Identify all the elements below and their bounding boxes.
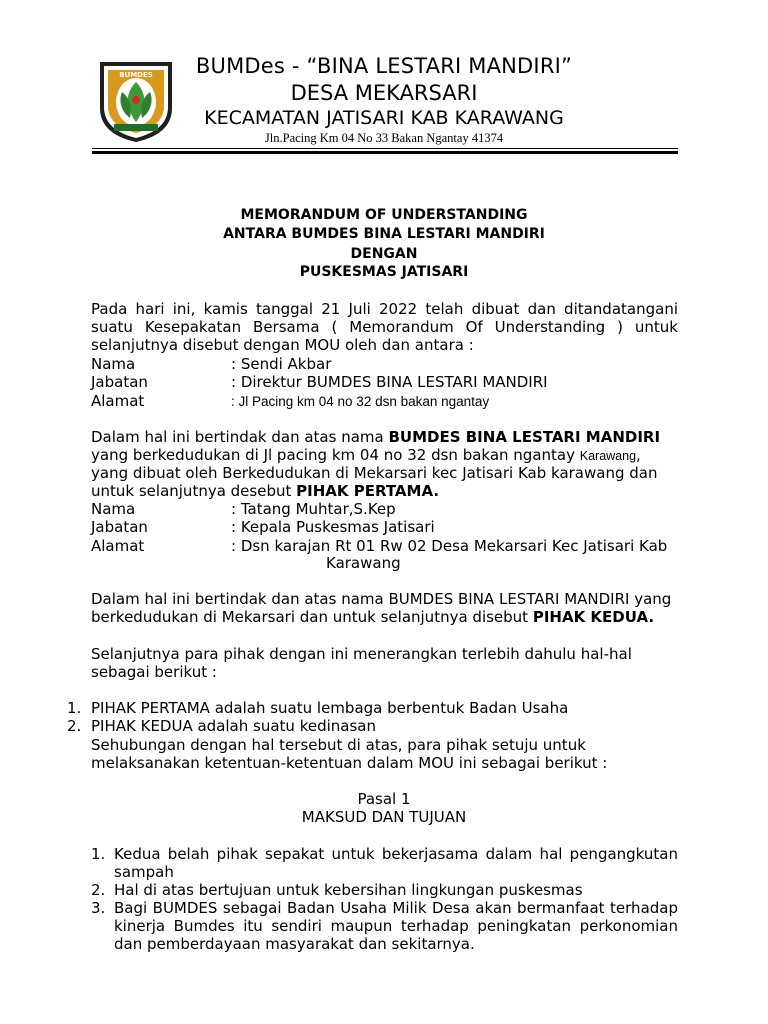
preamble-line1: Selanjutnya para pihak dengan ini menerangkan terlebih dahulu hal-hal bbox=[91, 645, 632, 663]
party2-jabatan-label: Jabatan bbox=[91, 518, 148, 536]
preamble-line2: sebagai berikut : bbox=[91, 663, 217, 681]
letterhead-rule-thin bbox=[92, 148, 678, 149]
party2-alamat-value-cont: Karawang bbox=[326, 554, 401, 572]
logo-text: BUMDES bbox=[119, 71, 153, 79]
pasal-item-text: Kedua belah pihak sepakat untuk bekerjasama dalam hal pengangkutan sampah bbox=[114, 845, 678, 881]
letterhead-address: Jln.Pacing Km 04 No 33 Bakan Ngantay 41374 bbox=[264, 131, 504, 145]
pasal-heading: MAKSUD DAN TUJUAN bbox=[301, 808, 467, 826]
pasal-item-text: Hal di atas bertujuan untuk kebersihan lingkungan puskesmas bbox=[114, 881, 583, 899]
pasal-number: Pasal 1 bbox=[357, 790, 411, 808]
party1-statement-line1: Dalam hal ini bertindak dan atas nama BUMDES BINA LESTARI MANDIRI bbox=[91, 428, 661, 446]
doc-title-line2: ANTARA BUMDES BINA LESTARI MANDIRI bbox=[223, 226, 545, 242]
letterhead-rule-thick bbox=[92, 151, 678, 154]
party1-nama-value: : Sendi Akbar bbox=[231, 355, 332, 373]
letterhead-village: DESA MEKARSARI bbox=[290, 81, 478, 105]
point-text: PIHAK PERTAMA adalah suatu lembaga berbentuk Badan Usaha bbox=[91, 699, 569, 717]
party2-alamat-label: Alamat bbox=[91, 537, 145, 555]
party2-alamat-value: : Dsn karajan Rt 01 Rw 02 Desa Mekarsari Kec Jatisari Kab bbox=[231, 537, 668, 555]
agreement-line2: melaksanakan ketentuan-ketentuan dalam MOU ini sebagai berikut : bbox=[91, 754, 608, 772]
pasal-item-number: 1. bbox=[91, 845, 106, 863]
pasal-item-text: Bagi BUMDES sebagai Badan Usaha Milik Desa akan bermanfaat terhadap kinerja Bumdes itu sendiri maupun terhadap peningkatan perkonomian dan pemberdayaan masyarakat dan sekitarnya. bbox=[114, 899, 678, 953]
point-text: PIHAK KEDUA adalah suatu kedinasan bbox=[91, 717, 376, 735]
doc-title-line4: PUSKESMAS JATISARI bbox=[299, 264, 469, 280]
pasal-item-number: 2. bbox=[91, 881, 106, 899]
agreement-line1: Sehubungan dengan hal tersebut di atas, para pihak setuju untuk bbox=[91, 736, 586, 754]
party1-nama-label: Nama bbox=[91, 355, 136, 373]
letterhead-district: KECAMATAN JATISARI KAB KARAWANG bbox=[204, 107, 564, 129]
pasal-item-number: 3. bbox=[91, 899, 106, 917]
doc-title-line3: DENGAN bbox=[350, 246, 418, 262]
party1-jabatan-value: : Direktur BUMDES BINA LESTARI MANDIRI bbox=[231, 373, 548, 391]
party1-alamat-label: Alamat bbox=[91, 392, 145, 410]
point-number: 2. bbox=[67, 717, 82, 735]
party1-jabatan-label: Jabatan bbox=[91, 373, 148, 391]
point-number: 1. bbox=[67, 699, 82, 717]
party2-nama-value: : Tatang Muhtar,S.Kep bbox=[231, 500, 396, 518]
party2-statement-line2: berkedudukan di Mekarsari dan untuk selanjutnya disebut PIHAK KEDUA. bbox=[91, 608, 655, 626]
intro-paragraph: Pada hari ini, kamis tanggal 21 Juli 2022 telah dibuat dan ditandatangani suatu Kesepakatan Bersama ( Memorandum Of Understanding ) untuk selanjutnya disebut dengan MOU oleh dan antara : bbox=[91, 300, 678, 354]
party2-jabatan-value: : Kepala Puskesmas Jatisari bbox=[231, 518, 435, 536]
party2-statement-line1: Dalam hal ini bertindak dan atas nama BUMDES BINA LESTARI MANDIRI yang bbox=[91, 590, 672, 608]
letterhead-org-name: BUMDes - “BINA LESTARI MANDIRI” bbox=[195, 54, 573, 78]
party1-statement-line2: yang berkedudukan di Jl pacing km 04 no 32 dsn bakan ngantay Karawang, bbox=[91, 446, 641, 464]
party1-statement-line3: yang dibuat oleh Berkedudukan di Mekarsari kec Jatisari Kab karawang dan bbox=[91, 464, 658, 482]
party1-statement-line4: untuk selanjutnya desebut PIHAK PERTAMA. bbox=[91, 482, 440, 500]
party1-alamat-value: : Jl Pacing km 04 no 32 dsn bakan ngantay bbox=[231, 394, 490, 409]
party2-nama-label: Nama bbox=[91, 500, 136, 518]
doc-title-line1: MEMORANDUM OF UNDERSTANDING bbox=[240, 207, 528, 223]
